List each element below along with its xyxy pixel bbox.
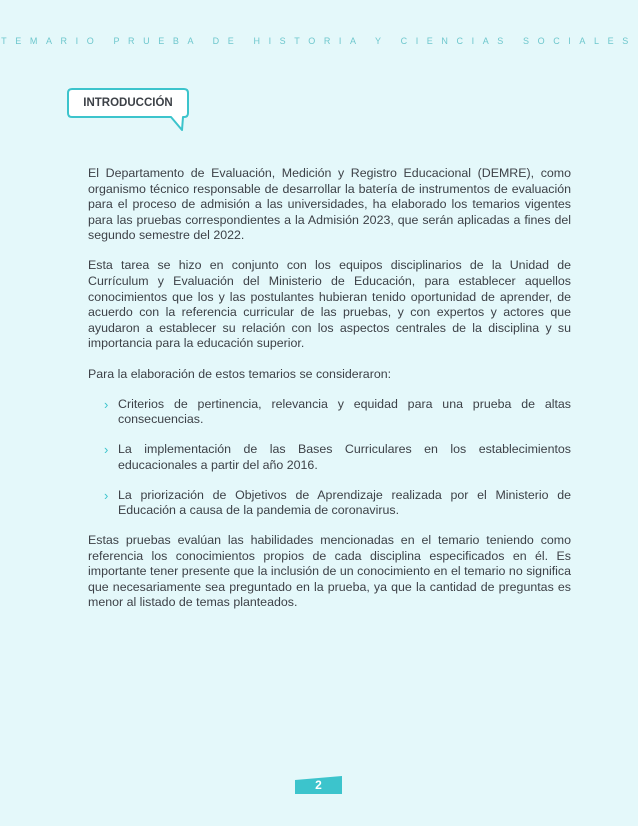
- section-title-tab: [67, 88, 189, 118]
- chevron-right-icon: ›: [104, 487, 109, 503]
- list-item-text: Criterios de pertinencia, relevancia y equidad para una prueba de altas consecuencias.: [118, 396, 571, 427]
- list-lead-paragraph: Para la elaboración de estos temarios se consideraron:: [88, 366, 392, 381]
- closing-paragraph: Estas pruebas evalúan las habilidades mencionadas en el temario teniendo como referencia los conocimientos propios de cada disciplina especificados en él. Es importante tener presente que la inclusión de un conocimiento en el temario no significa que necesariamente sea preguntado en la prueba, ya que la cantidad de preguntas es menor al listado de temas planteados.: [88, 533, 571, 610]
- page-number: 2: [315, 778, 322, 792]
- running-header: TEMARIO PRUEBA DE HISTORIA Y CIENCIAS SOCIALES: [1, 36, 637, 46]
- list-item-text: La implementación de las Bases Curriculares en los establecimientos educacionales a partir del año 2016.: [118, 442, 571, 472]
- main-content: [88, 166, 571, 626]
- chevron-right-icon: ›: [104, 396, 109, 412]
- list-item: [88, 488, 571, 519]
- section-title: INTRODUCCIÓN: [83, 97, 173, 109]
- list-item: [88, 397, 571, 428]
- chevron-right-icon: ›: [104, 442, 109, 458]
- list-item-text: La priorización de Objetivos de Aprendizaje realizada por el Ministerio de Educación a causa de la pandemia de coronavirus.: [118, 487, 571, 518]
- criteria-list: [88, 397, 571, 519]
- page-number-tab: [295, 776, 342, 794]
- context-paragraph: Esta tarea se hizo en conjunto con los equipos disciplinarios de la Unidad de Currículum y Evaluación del Ministerio de Educación, para establecer aquellos conocimientos que los y las postulantes hubieran tenido oportunidad de aprender, de acuerdo con la referencia curricular de las pruebas, y con expertos y actores que ayudaron a establecer su relación con los aspectos centrales de la disciplina y su importancia para la educación superior.: [88, 258, 571, 351]
- intro-paragraph: El Departamento de Evaluación, Medición y Registro Educacional (DEMRE), como organismo técnico responsable de desarrollar la batería de instrumentos de evaluación para el proceso de admisión a las universidades, ha elaborado los temarios vigentes para las pruebas correspondientes a la Admisión 2023, que serán aplicadas a fines del segundo semestre del 2022.: [88, 166, 571, 243]
- list-item: [88, 442, 571, 473]
